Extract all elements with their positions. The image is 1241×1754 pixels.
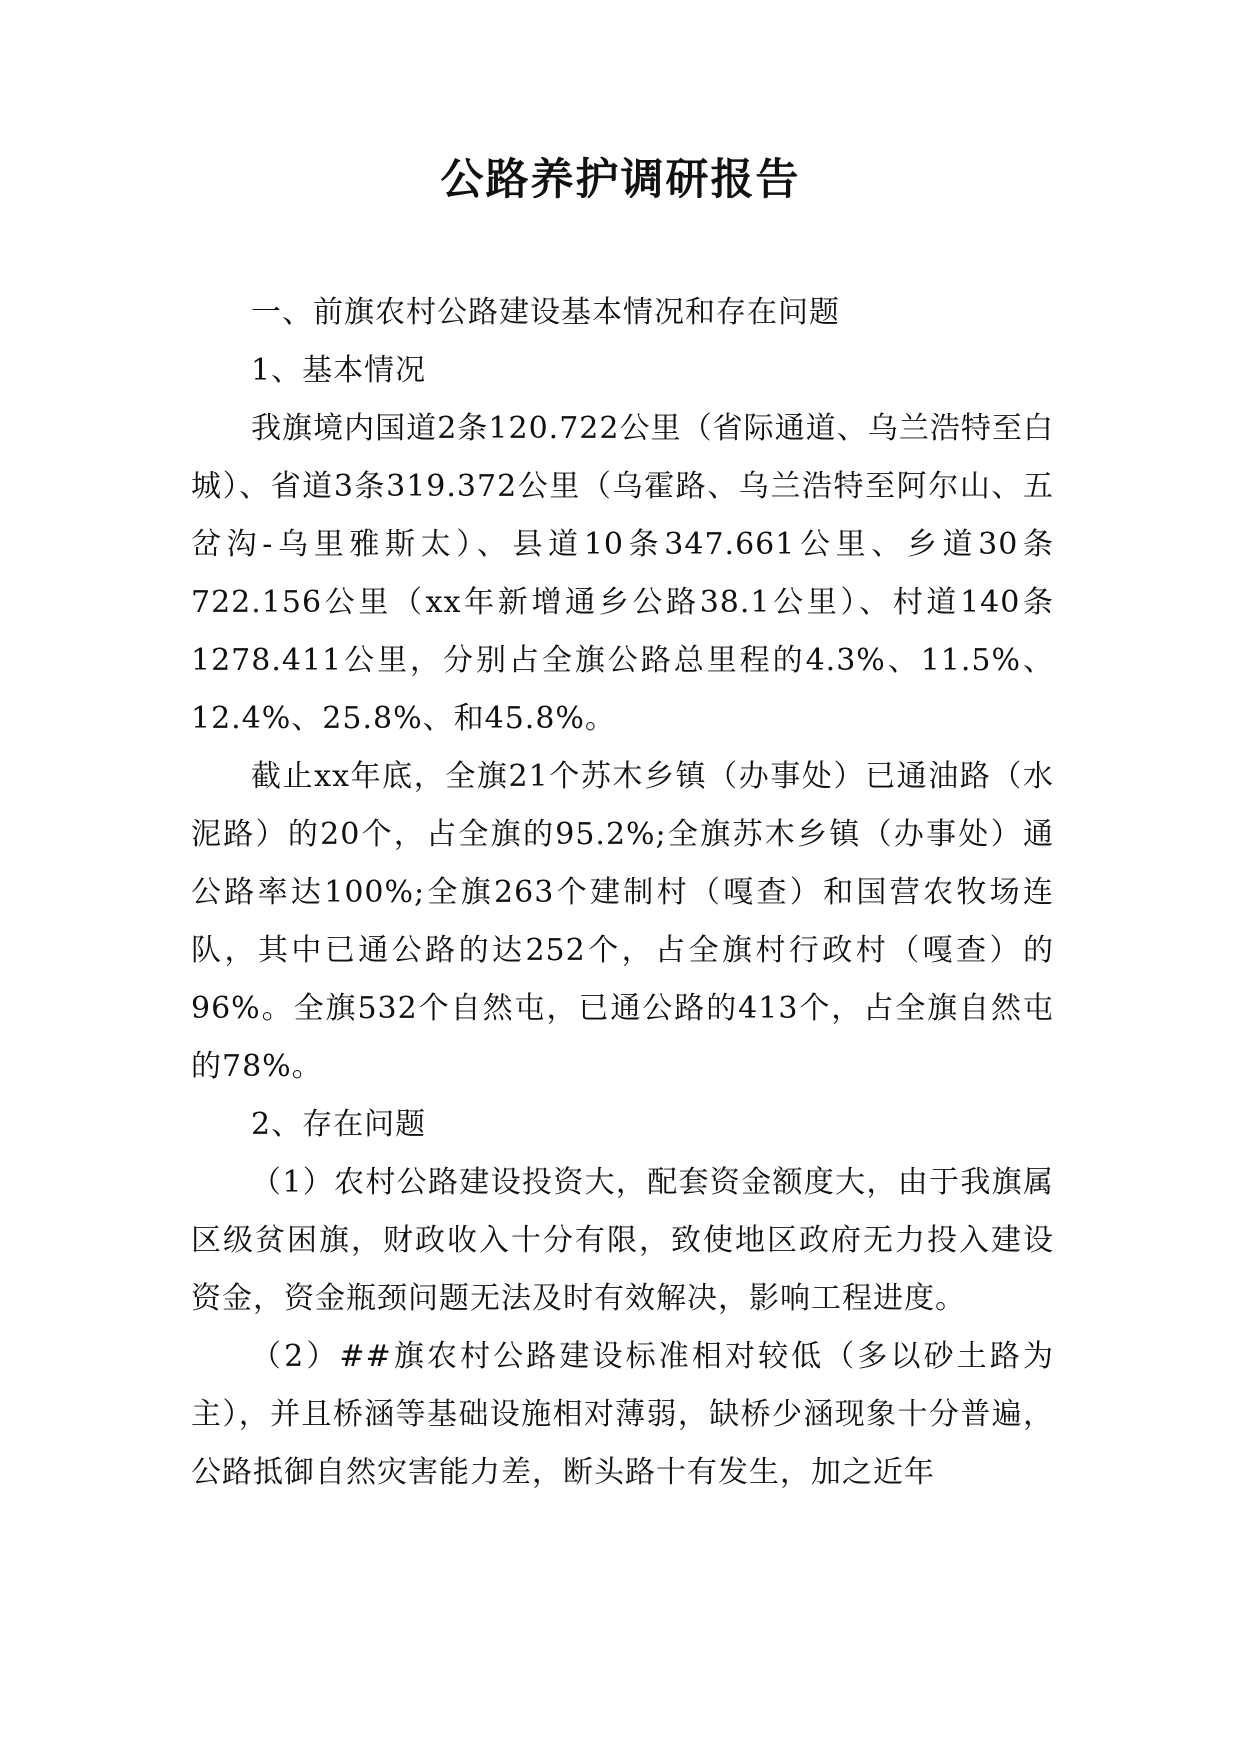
subsection-heading-problems: 2、存在问题 <box>251 1107 427 1142</box>
document-body <box>191 284 1054 1502</box>
section-heading-basic-situation-and-problems: 一、前旗农村公路建设基本情况和存在问题 <box>251 295 840 330</box>
document-title: 公路养护调研报告 <box>440 155 801 205</box>
paragraph-problem-funding: （1）农村公路建设投资大，配套资金额度大，由于我旗属区级贫困旗，财政收入十分有限，致使地区政府无力投入建设资金，资金瓶颈问题无法及时有效解决，影响工程进度。 <box>191 1165 1054 1316</box>
paragraph-road-coverage: 截止xx年底，全旗21个苏木乡镇（办事处）已通油路（水泥路）的20个，占全旗的95.2%;全旗苏木乡镇（办事处）通公路率达100%;全旗263个建制村（嘎查）和国营农牧场连队，其中已通公路的达252个，占全旗村行政村（嘎查）的96%。全旗532个自然屯，已通公路的413个，占全旗自然屯的78%。 <box>191 759 1054 1084</box>
subsection-heading-basic-situation: 1、基本情况 <box>251 353 427 388</box>
paragraph-road-mileage: 我旗境内国道2条120.722公里（省际通道、乌兰浩特至白城）、省道3条319.372公里（乌霍路、乌兰浩特至阿尔山、五岔沟-乌里雅斯太）、县道10条347.661公里、乡道30条722.156公里（xx年新增通乡公路38.1公里）、村道140条1278.411公里，分别占全旗公路总里程的4.3%、11.5%、12.4%、25.8%、和45.8%。 <box>191 411 1054 736</box>
paragraph-problem-standards: （2）##旗农村公路建设标准相对较低（多以砂土路为主），并且桥涵等基础设施相对薄弱，缺桥少涵现象十分普遍，公路抵御自然灾害能力差，断头路十有发生，加之近年 <box>191 1339 1054 1490</box>
